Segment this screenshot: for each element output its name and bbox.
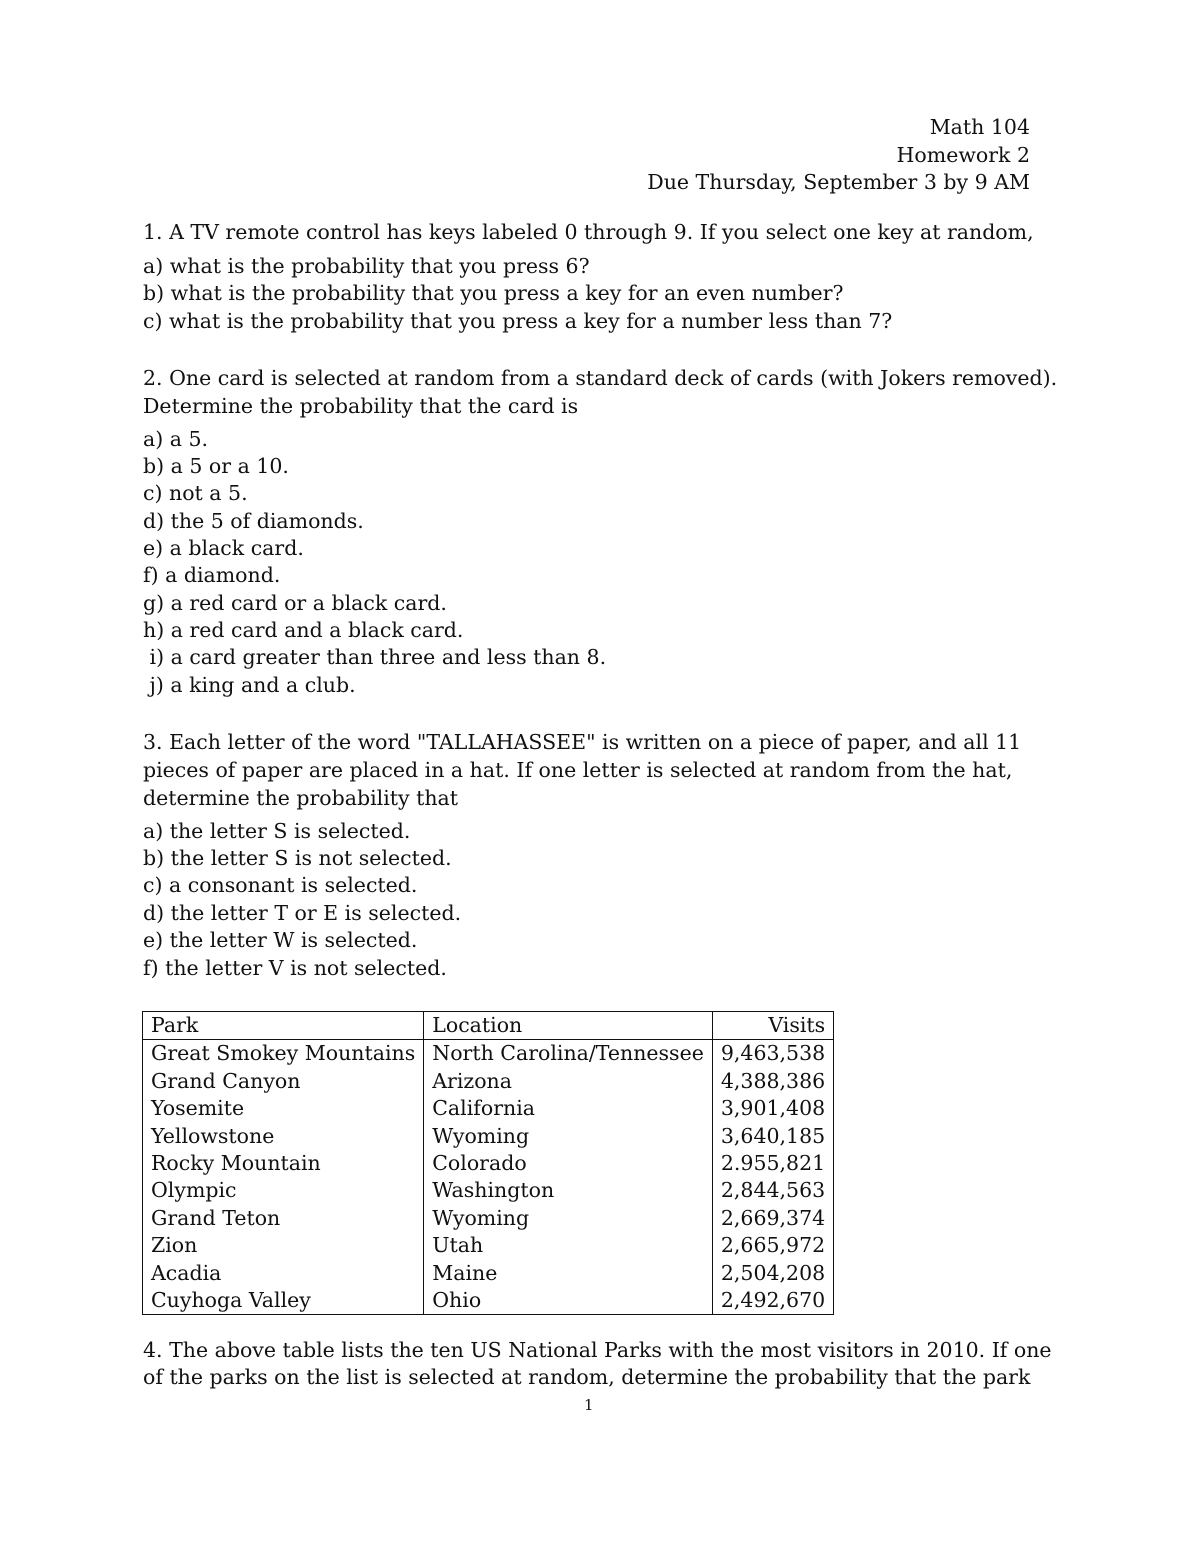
table-row bbox=[143, 1040, 834, 1068]
question-3-prompt-line-2: pieces of paper are placed in a hat. If one letter is selected at random from the hat, bbox=[143, 758, 1013, 782]
park-visits: 2,504,208 bbox=[712, 1260, 833, 1287]
question-2-part-a: a) a 5. bbox=[143, 427, 209, 451]
park-location: Wyoming bbox=[424, 1123, 713, 1150]
question-3-part-d: d) the letter T or E is selected. bbox=[143, 901, 462, 925]
park-visits: 2,665,972 bbox=[712, 1232, 833, 1259]
table-row bbox=[143, 1205, 834, 1232]
question-2-part-c: c) not a 5. bbox=[143, 481, 248, 505]
park-name: Acadia bbox=[143, 1260, 424, 1287]
park-location: Washington bbox=[424, 1177, 713, 1204]
park-visits: 2,669,374 bbox=[712, 1205, 833, 1232]
table-row bbox=[143, 1095, 834, 1122]
due-date: Due Thursday, September 3 by 9 AM bbox=[647, 170, 1030, 194]
park-location: Maine bbox=[424, 1260, 713, 1287]
question-4-prompt-line-2: of the parks on the list is selected at random, determine the probability that the park bbox=[143, 1365, 1031, 1389]
park-location: Utah bbox=[424, 1232, 713, 1259]
park-location: Arizona bbox=[424, 1068, 713, 1095]
table-header-row bbox=[143, 1012, 834, 1040]
question-3-part-a: a) the letter S is selected. bbox=[143, 819, 411, 843]
table-row bbox=[143, 1150, 834, 1177]
question-4-prompt-line-1: 4. The above table lists the ten US National Parks with the most visitors in 2010. If one bbox=[143, 1338, 1052, 1362]
park-location: Wyoming bbox=[424, 1205, 713, 1232]
question-2-prompt-line-2: Determine the probability that the card is bbox=[143, 394, 579, 418]
page-number: 1 bbox=[584, 1396, 594, 1414]
park-location: North Carolina/Tennessee bbox=[424, 1040, 713, 1068]
question-2-part-j: j) a king and a club. bbox=[143, 673, 356, 697]
park-visits: 2.955,821 bbox=[712, 1150, 833, 1177]
question-2-part-g: g) a red card or a black card. bbox=[143, 591, 447, 615]
question-3-part-c: c) a consonant is selected. bbox=[143, 873, 418, 897]
park-name: Great Smokey Mountains bbox=[143, 1040, 424, 1068]
question-3-part-b: b) the letter S is not selected. bbox=[143, 846, 452, 870]
question-1-part-a: a) what is the probability that you press 6? bbox=[143, 254, 590, 278]
park-name: Zion bbox=[143, 1232, 424, 1259]
park-visits: 3,901,408 bbox=[712, 1095, 833, 1122]
question-3-prompt-line-3: determine the probability that bbox=[143, 786, 458, 810]
question-2-part-f: f) a diamond. bbox=[143, 563, 281, 587]
table-row bbox=[143, 1177, 834, 1204]
question-3-prompt-line-1: 3. Each letter of the word "TALLAHASSEE" is written on a piece of paper, and all 11 bbox=[143, 730, 1022, 754]
table-row bbox=[143, 1260, 834, 1287]
question-2-part-d: d) the 5 of diamonds. bbox=[143, 509, 364, 533]
park-location: California bbox=[424, 1095, 713, 1122]
header bbox=[647, 114, 1030, 197]
park-visits: 4,388,386 bbox=[712, 1068, 833, 1095]
column-header-park: Park bbox=[143, 1012, 424, 1040]
table-row bbox=[143, 1123, 834, 1150]
question-1-part-b: b) what is the probability that you press a key for an even number? bbox=[143, 281, 844, 305]
table-row bbox=[143, 1068, 834, 1095]
park-location: Colorado bbox=[424, 1150, 713, 1177]
park-location: Ohio bbox=[424, 1287, 713, 1315]
table-row bbox=[143, 1287, 834, 1315]
park-name: Grand Canyon bbox=[143, 1068, 424, 1095]
park-visits: 3,640,185 bbox=[712, 1123, 833, 1150]
column-header-visits: Visits bbox=[712, 1012, 833, 1040]
table-row bbox=[143, 1232, 834, 1259]
park-name: Yosemite bbox=[143, 1095, 424, 1122]
park-name: Cuyhoga Valley bbox=[143, 1287, 424, 1315]
question-1-prompt: 1. A TV remote control has keys labeled 0 through 9. If you select one key at random, bbox=[143, 220, 1034, 244]
national-parks-table bbox=[142, 1011, 834, 1315]
park-visits: 2,492,670 bbox=[712, 1287, 833, 1315]
park-name: Rocky Mountain bbox=[143, 1150, 424, 1177]
question-2-part-b: b) a 5 or a 10. bbox=[143, 454, 289, 478]
course-title: Math 104 bbox=[929, 115, 1030, 139]
question-2-part-e: e) a black card. bbox=[143, 536, 304, 560]
park-name: Grand Teton bbox=[143, 1205, 424, 1232]
question-1-part-c: c) what is the probability that you press a key for a number less than 7? bbox=[143, 309, 893, 333]
park-visits: 9,463,538 bbox=[712, 1040, 833, 1068]
park-name: Olympic bbox=[143, 1177, 424, 1204]
question-3-part-f: f) the letter V is not selected. bbox=[143, 956, 447, 980]
column-header-location: Location bbox=[424, 1012, 713, 1040]
question-2-part-h: h) a red card and a black card. bbox=[143, 618, 464, 642]
park-visits: 2,844,563 bbox=[712, 1177, 833, 1204]
question-2-part-i: i) a card greater than three and less than 8. bbox=[143, 645, 607, 669]
assignment-title: Homework 2 bbox=[896, 142, 1030, 167]
question-2-prompt-line-1: 2. One card is selected at random from a standard deck of cards (with Jokers removed). bbox=[143, 366, 1058, 390]
park-name: Yellowstone bbox=[143, 1123, 424, 1150]
question-3-part-e: e) the letter W is selected. bbox=[143, 928, 418, 952]
